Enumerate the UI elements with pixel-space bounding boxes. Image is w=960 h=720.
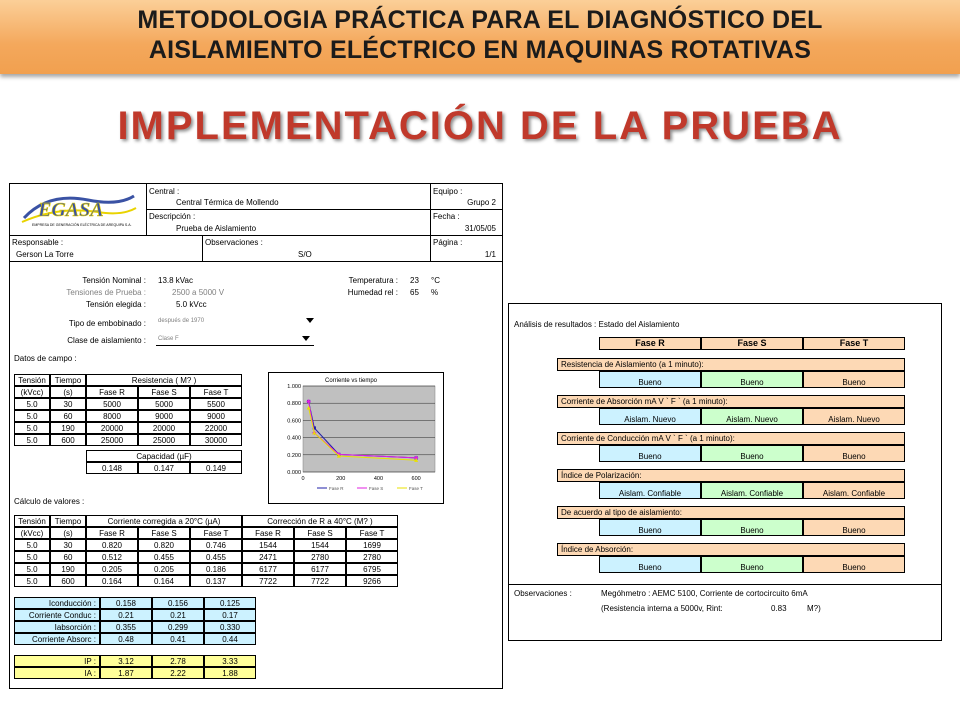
result-cell: Bueno (599, 371, 701, 388)
table-cell: 0.746 (190, 539, 242, 551)
observaciones-label: Observaciones : (205, 238, 263, 247)
col-header-tension: Tensión (14, 374, 50, 386)
logo-text: EGASA (38, 199, 104, 221)
table-cell: 30 (50, 539, 86, 551)
table-cell: 5.0 (14, 539, 50, 551)
col-header-tiempo: Tiempo (50, 515, 86, 527)
header-line-1: METODOLOGIA PRÁCTICA PARA EL DIAGNÓSTICO DEL (137, 6, 823, 34)
result-cell: Aislam. Confiable (599, 482, 701, 499)
unit-header: Fase R (86, 386, 138, 398)
summary-value: 0.355 (100, 621, 152, 633)
responsable-value: Gerson La Torre (16, 250, 74, 259)
table-cell: 30 (50, 398, 86, 410)
fecha-value: 31/05/05 (464, 224, 496, 233)
unit-header: Fase T (190, 527, 242, 539)
test-sheet (9, 183, 503, 689)
x-tick-label: 200 (336, 476, 346, 482)
analysis-panel (508, 303, 942, 641)
calculo-title: Cálculo de valores : (14, 497, 85, 506)
clase-label: Clase de aislamiento : (67, 336, 146, 345)
section-label: Corriente de Absorción mA V ` F ` (a 1 minuto): (557, 395, 905, 408)
table-cell: 22000 (190, 422, 242, 434)
index-value: 3.33 (204, 655, 256, 667)
capacidad-value: 0.149 (190, 462, 242, 474)
col-header-corriente: Corriente corregida a 20°C (µA) (86, 515, 242, 527)
section-label: Índice de Polarización: (557, 469, 905, 482)
clase-select[interactable] (156, 333, 314, 346)
table-cell: 25000 (138, 434, 190, 446)
result-cell: Aislam. Confiable (701, 482, 803, 499)
unit-header: Fase S (294, 527, 346, 539)
table-cell: 5.0 (14, 563, 50, 575)
y-tick-label: 0.600 (287, 418, 301, 425)
logo-subtext: EMPRESA DE GENERACIÓN ELÉCTRICA DE AREQUIPA S.A. (32, 223, 132, 227)
embobinado-value: después de 1970 (158, 318, 205, 324)
fecha-label: Fecha : (433, 212, 460, 221)
table-cell: 0.164 (138, 575, 190, 587)
table-cell: 5.0 (14, 410, 50, 422)
unit-header: Fase R (242, 527, 294, 539)
y-tick-label: 0.000 (287, 470, 301, 476)
section-label: Resistencia de Aislamiento (a 1 minuto): (557, 358, 905, 371)
section-label: De acuerdo al tipo de aislamiento: (557, 506, 905, 519)
company-logo (18, 190, 140, 232)
pagina-label: Página : (433, 238, 463, 247)
tensiones-prueba-value: 2500 a 5000 V (172, 288, 225, 297)
result-cell: Bueno (599, 519, 701, 536)
index-label: IA : (14, 667, 100, 679)
y-tick-label: 0.400 (287, 435, 301, 442)
table-cell: 30000 (190, 434, 242, 446)
table-cell: 5.0 (14, 575, 50, 587)
tensiones-prueba-label: Tensiones de Prueba : (66, 288, 146, 297)
result-cell: Bueno (803, 519, 905, 536)
temperatura-unit: °C (431, 276, 440, 285)
table-cell: 5.0 (14, 434, 50, 446)
result-cell: Aislam. Nuevo (599, 408, 701, 425)
result-cell: Bueno (701, 556, 803, 573)
result-cell: Bueno (599, 556, 701, 573)
capacidad-value: 0.148 (86, 462, 138, 474)
summary-label: Corriente Absorc : (14, 633, 100, 645)
table-cell: 0.455 (138, 551, 190, 563)
table-cell: 0.137 (190, 575, 242, 587)
obs-unit: M?) (807, 604, 821, 613)
observaciones-value: S/O (298, 250, 312, 259)
table-cell: 0.164 (86, 575, 138, 587)
unit-header: Fase R (86, 527, 138, 539)
result-cell: Bueno (803, 371, 905, 388)
table-cell: 6177 (242, 563, 294, 575)
summary-label: Iabsorción : (14, 621, 100, 633)
unit-header: Fase T (190, 386, 242, 398)
table-cell: 2780 (294, 551, 346, 563)
unit-header: Fase T (346, 527, 398, 539)
table-cell: 5.0 (14, 422, 50, 434)
central-label: Central : (149, 187, 180, 196)
index-value: 2.78 (152, 655, 204, 667)
section-label: Corriente de Conducción mA V ` F ` (a 1 minuto): (557, 432, 905, 445)
result-cell: Bueno (599, 445, 701, 462)
table-cell: 6795 (346, 563, 398, 575)
unit-header: (s) (50, 527, 86, 539)
summary-value: 0.48 (100, 633, 152, 645)
summary-value: 0.21 (152, 609, 204, 621)
table-cell: 7722 (294, 575, 346, 587)
summary-label: Corriente Conduc : (14, 609, 100, 621)
result-cell: Bueno (701, 519, 803, 536)
temperatura-label: Temperatura : (348, 276, 398, 285)
table-cell: 0.455 (190, 551, 242, 563)
summary-value: 0.21 (100, 609, 152, 621)
table-cell: 7722 (242, 575, 294, 587)
phase-header: Fase R (599, 337, 701, 350)
table-cell: 1699 (346, 539, 398, 551)
index-value: 2.22 (152, 667, 204, 679)
table-cell: 2780 (346, 551, 398, 563)
index-label: IP : (14, 655, 100, 667)
legend-label: Fase S (369, 486, 384, 491)
obs-line-1: Megóhmetro : AEMC 5100, Corriente de cortocircuito 6mA (601, 589, 808, 598)
table-cell: 9266 (346, 575, 398, 587)
unit-header: (kVcc) (14, 386, 50, 398)
dropdown-arrow-icon (306, 318, 314, 323)
x-tick-label: 0 (301, 476, 305, 482)
table-cell: 0.820 (86, 539, 138, 551)
table-cell: 9000 (138, 410, 190, 422)
unit-header: (s) (50, 386, 86, 398)
table-cell: 9000 (190, 410, 242, 422)
analysis-title: Análisis de resultados : Estado del Aislamiento (514, 320, 680, 329)
temperatura-value: 23 (410, 276, 419, 285)
embobinado-label: Tipo de embobinado : (68, 319, 146, 328)
index-value: 1.88 (204, 667, 256, 679)
chart-title: Corriente vs tiempo (324, 378, 378, 384)
table-cell: 2471 (242, 551, 294, 563)
humedad-unit: % (431, 288, 439, 297)
calculo-indices (14, 655, 256, 677)
tension-elegida-value: 5.0 kVcc (176, 300, 207, 309)
humedad-label: Humedad rel : (347, 288, 398, 297)
dropdown-arrow-icon (302, 336, 310, 341)
table-cell: 5.0 (14, 551, 50, 563)
summary-label: Iconducción : (14, 597, 100, 609)
result-cell: Bueno (803, 556, 905, 573)
table-cell: 0.186 (190, 563, 242, 575)
capacidad-label: Capacidad (µF) (86, 450, 242, 462)
header-banner (0, 0, 960, 74)
table-cell: 8000 (86, 410, 138, 422)
clase-value: Clase F (158, 336, 179, 342)
table-cell: 0.205 (86, 563, 138, 575)
equipo-label: Equipo : (433, 187, 463, 196)
tension-nominal-value: 13.8 kVac (158, 276, 193, 285)
index-value: 1.87 (100, 667, 152, 679)
summary-value: 0.17 (204, 609, 256, 621)
legend-label: Fase R (329, 486, 344, 491)
responsable-label: Responsable : (12, 238, 64, 247)
result-cell: Aislam. Nuevo (803, 408, 905, 425)
slide-title: IMPLEMENTACIÓN DE LA PRUEBA (117, 104, 843, 148)
result-cell: Aislam. Confiable (803, 482, 905, 499)
summary-value: 0.330 (204, 621, 256, 633)
table-cell: 1544 (242, 539, 294, 551)
table-cell: 0.512 (86, 551, 138, 563)
obs-line-2: (Resistencia interna a 5000v, Rint: (601, 604, 723, 613)
table-cell: 5.0 (14, 398, 50, 410)
embobinado-select[interactable] (156, 315, 314, 327)
table-cell: 1544 (294, 539, 346, 551)
obs-value: 0.83 (771, 604, 787, 613)
capacidad-value: 0.147 (138, 462, 190, 474)
summary-value: 0.41 (152, 633, 204, 645)
table-cell: 600 (50, 434, 86, 446)
table-cell: 25000 (86, 434, 138, 446)
calculo-table (14, 515, 400, 585)
summary-value: 0.158 (100, 597, 152, 609)
phase-header: Fase S (701, 337, 803, 350)
table-cell: 190 (50, 422, 86, 434)
table-cell: 0.820 (138, 539, 190, 551)
unit-header: Fase S (138, 527, 190, 539)
obs-label: Observaciones : (514, 589, 572, 598)
table-cell: 20000 (86, 422, 138, 434)
index-value: 3.12 (100, 655, 152, 667)
chart-frame (268, 372, 444, 504)
section-label: Índice de Absorción: (557, 543, 905, 556)
calculo-summary (14, 597, 256, 649)
summary-value: 0.156 (152, 597, 204, 609)
result-cell: Aislam. Nuevo (701, 408, 803, 425)
y-tick-label: 0.800 (287, 401, 301, 408)
result-cell: Bueno (701, 371, 803, 388)
humedad-value: 65 (410, 288, 419, 297)
tension-nominal-label: Tensión Nominal : (82, 276, 146, 285)
central-value: Central Térmica de Mollendo (176, 198, 279, 207)
descripcion-label: Descripción : (149, 212, 196, 221)
table-cell: 600 (50, 575, 86, 587)
x-tick-label: 400 (373, 476, 384, 482)
unit-header: Fase S (138, 386, 190, 398)
table-cell: 60 (50, 551, 86, 563)
col-header-tiempo: Tiempo (50, 374, 86, 386)
pagina-value: 1/1 (484, 250, 496, 259)
datos-campo-title: Datos de campo : (14, 354, 77, 363)
col-header-correccion: Corrección de R a 40°C (M? ) (242, 515, 398, 527)
table-cell: 5500 (190, 398, 242, 410)
y-tick-label: 0.200 (287, 452, 301, 459)
tension-elegida-label: Tensión elegida : (85, 300, 146, 309)
table-cell: 0.205 (138, 563, 190, 575)
phase-header: Fase T (803, 337, 905, 350)
descripcion-value: Prueba de Aislamiento (176, 224, 257, 233)
legend-label: Fase T (409, 486, 423, 491)
table-cell: 5000 (138, 398, 190, 410)
equipo-value: Grupo 2 (467, 198, 496, 207)
summary-value: 0.44 (204, 633, 256, 645)
current-time-chart (269, 373, 443, 503)
table-cell: 60 (50, 410, 86, 422)
col-header-resistencia: Resistencia ( M? ) (86, 374, 242, 386)
col-header-tension: Tensión (14, 515, 50, 527)
table-cell: 20000 (138, 422, 190, 434)
table-cell: 5000 (86, 398, 138, 410)
y-tick-label: 1.000 (287, 384, 301, 390)
table-cell: 6177 (294, 563, 346, 575)
header-line-2: AISLAMIENTO ELÉCTRICO EN MAQUINAS ROTATIVAS (148, 36, 812, 64)
x-tick-label: 600 (411, 476, 421, 482)
unit-header: (kVcc) (14, 527, 50, 539)
result-cell: Bueno (701, 445, 803, 462)
result-cell: Bueno (803, 445, 905, 462)
summary-value: 0.299 (152, 621, 204, 633)
datos-campo-table (14, 374, 246, 484)
summary-value: 0.125 (204, 597, 256, 609)
table-cell: 190 (50, 563, 86, 575)
